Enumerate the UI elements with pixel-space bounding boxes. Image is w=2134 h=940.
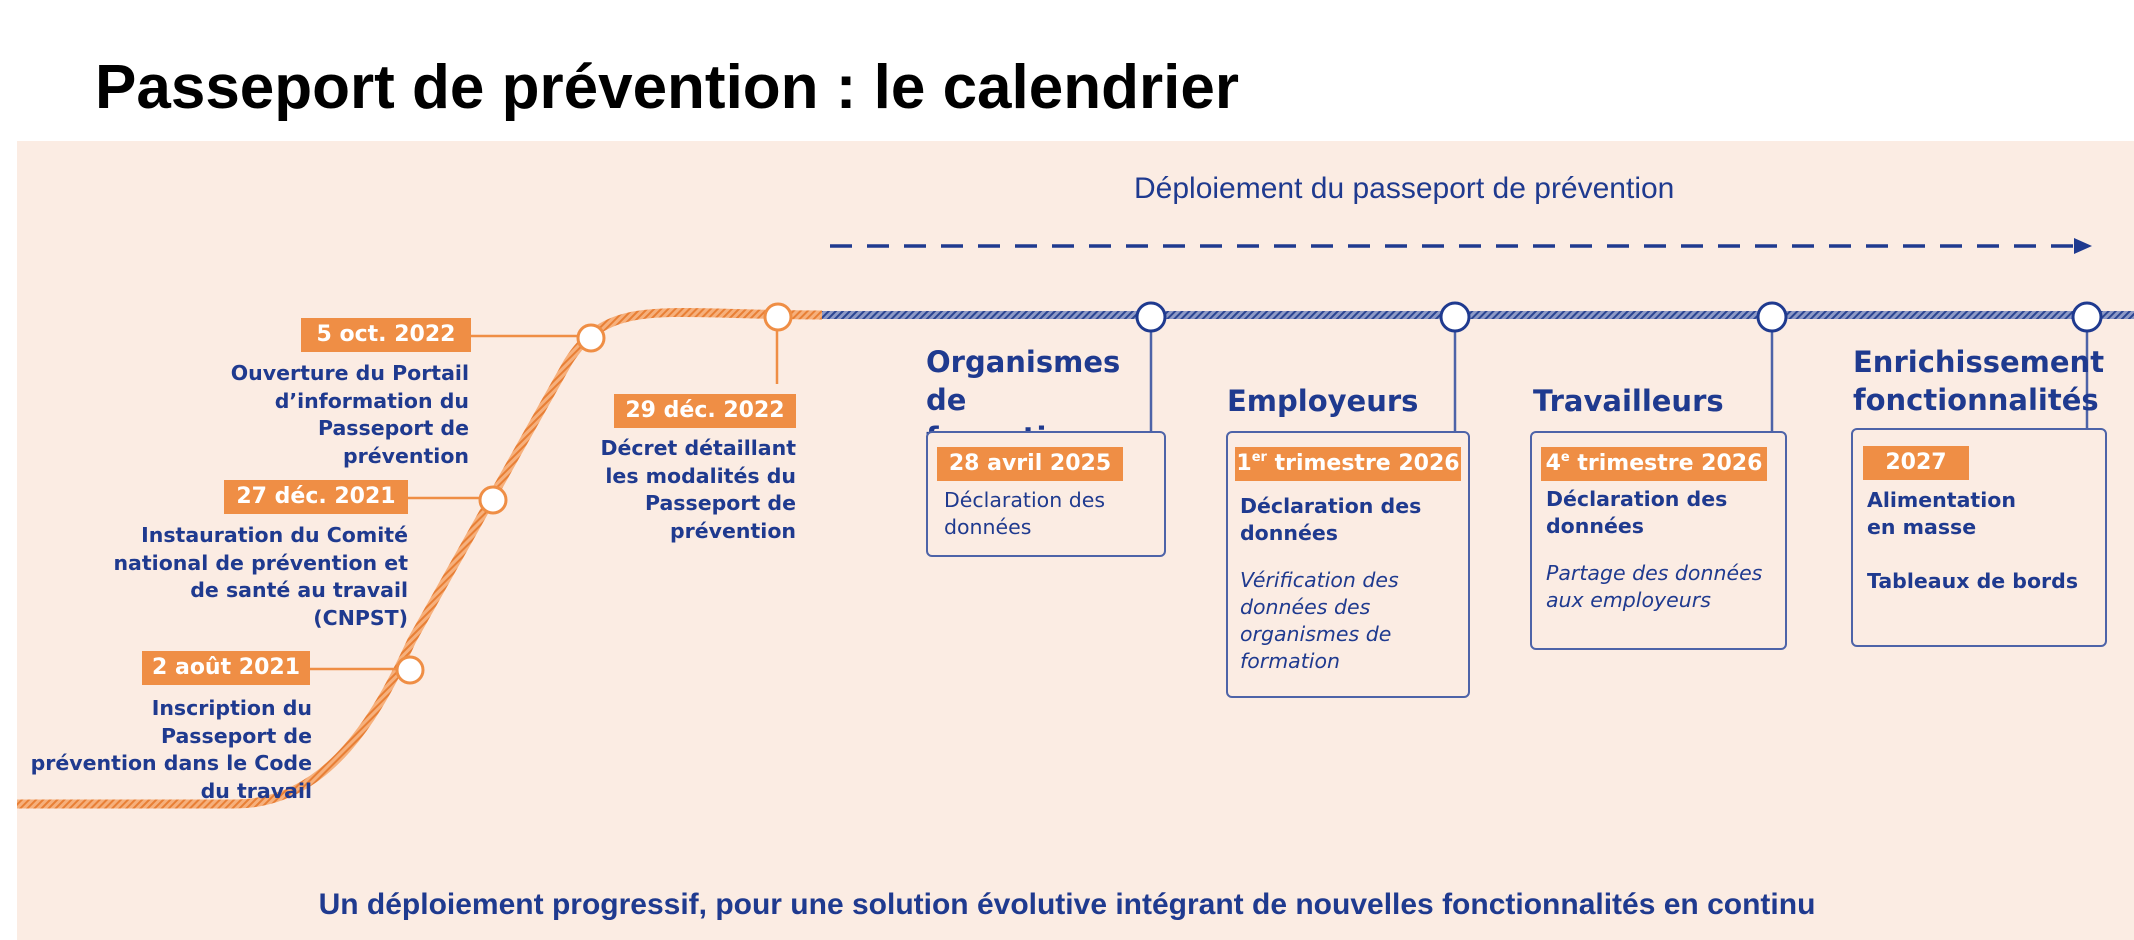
deployment-date: 4e trimestre 2026: [1541, 447, 1767, 481]
deployment-marker: [1441, 303, 1469, 331]
deployment-card: [926, 431, 1166, 557]
milestone-description: Ouverture du Portail d’information du Passeport de prévention: [230, 361, 469, 468]
deployment-card: [1530, 431, 1787, 650]
deployment-date: 28 avril 2025: [937, 447, 1123, 481]
milestone-description: Instauration du Comité national de prévention et de santé au travail (CNPST): [113, 523, 408, 630]
deployment-date: 1er trimestre 2026: [1235, 447, 1461, 481]
milestone-marker: [480, 487, 506, 513]
milestone-marker: [578, 325, 604, 351]
deployment-marker: [1758, 303, 1786, 331]
deployment-title: Enrichissement fonctionnalités: [1853, 345, 2105, 417]
deployment-item: Déclaration des données Vérification des données des organismes de formation: [1240, 494, 1422, 673]
deployment-arrow-head: [2074, 238, 2092, 254]
milestone-marker: [397, 657, 423, 683]
milestone-date: 29 déc. 2022: [614, 394, 796, 428]
deployment-item: Déclaration des données: [944, 488, 1106, 539]
footer-tagline: Un déploiement progressif, pour une solution évolutive intégrant de nouvelles fonctionnalités en continu: [318, 888, 1816, 921]
milestone-date: 27 déc. 2021: [224, 480, 408, 514]
deployment-date: 2027: [1863, 446, 1969, 480]
deployment-title: Employeurs: [1227, 384, 1419, 418]
milestone-date: 2 août 2021: [142, 651, 310, 685]
page-title: Passeport de prévention : le calendrier: [95, 53, 1239, 122]
deployment-label: Déploiement du passeport de prévention: [1134, 172, 1675, 205]
deployment-marker: [1137, 303, 1165, 331]
deployment-marker: [2073, 303, 2101, 331]
deployment-card: [1226, 431, 1470, 698]
deployment-item: Déclaration des données Partage des données aux employeurs: [1546, 487, 1763, 612]
deployment-card: [1851, 428, 2107, 647]
deployment-title: Travailleurs: [1533, 384, 1724, 418]
milestone-description: Inscription du Passeport de prévention dans le Code du travail: [30, 696, 312, 803]
milestone-description: Décret détaillant les modalités du Passeport de prévention: [600, 436, 796, 543]
deployment-item: Alimentation en masse Tableaux de bords: [1867, 488, 2079, 593]
deployment-title: Organismes de: [926, 345, 1121, 417]
milestone-date: 5 oct. 2022: [301, 318, 471, 352]
milestone-marker: [765, 304, 791, 330]
